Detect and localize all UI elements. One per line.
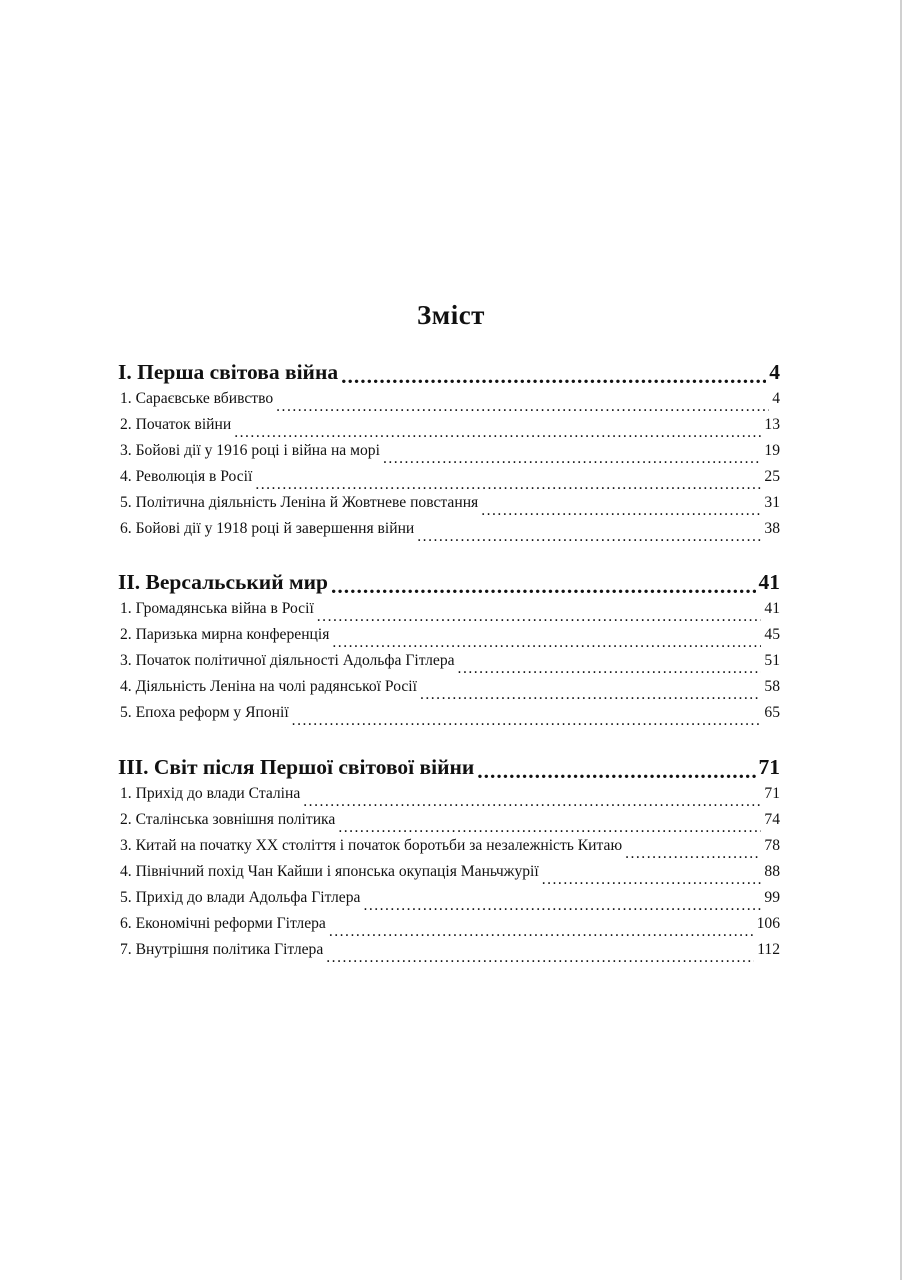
dot-leader — [329, 925, 754, 941]
dot-leader — [338, 821, 761, 837]
toc-item-label: 4. Північний похід Чан Кайши і японська окупація Маньчжурії — [120, 863, 539, 880]
toc-item[interactable] — [118, 468, 780, 494]
section-page-number: 71 — [758, 755, 780, 779]
toc-item-page: 112 — [757, 941, 780, 958]
dot-leader — [303, 795, 761, 811]
toc-item[interactable] — [118, 494, 780, 520]
dot-leader — [477, 767, 755, 785]
dot-leader — [625, 847, 761, 863]
toc-item-label: 1. Прихід до влади Сталіна — [120, 785, 301, 802]
toc-item[interactable] — [118, 941, 780, 967]
toc-item[interactable] — [118, 863, 780, 889]
page-title: Зміст — [417, 300, 485, 330]
toc-item-page: 41 — [764, 600, 780, 617]
section-heading-label: I. Перша світова війна — [118, 360, 339, 384]
toc-item-label: 7. Внутрішня політика Гітлера — [120, 941, 324, 958]
dot-leader — [417, 530, 761, 546]
toc-item-page: 45 — [764, 626, 780, 643]
dot-leader — [292, 714, 762, 730]
dot-leader — [383, 452, 761, 468]
toc-section-3 — [118, 755, 780, 967]
toc-item-page: 31 — [764, 494, 780, 511]
toc-item-page: 13 — [764, 416, 780, 433]
toc-item-label: 3. Початок політичної діяльності Адольфа Гітлера — [120, 652, 455, 669]
toc-item-page: 58 — [764, 678, 780, 695]
toc-item[interactable] — [118, 811, 780, 837]
toc-item-page: 88 — [764, 863, 780, 880]
section-heading-label: II. Версальський мир — [118, 570, 328, 594]
toc-item-label: 5. Політична діяльність Леніна й Жовтневе повстання — [120, 494, 479, 511]
section-page-number: 4 — [769, 360, 780, 384]
dot-leader — [481, 504, 761, 520]
toc-section-heading[interactable] — [118, 755, 780, 785]
toc-item-label: 2. Сталінська зовнішня політика — [120, 811, 336, 828]
toc-item-label: 2. Початок війни — [120, 416, 232, 433]
dot-leader — [326, 951, 754, 967]
toc-item-page: 25 — [764, 468, 780, 485]
toc-item[interactable] — [118, 785, 780, 811]
toc-item[interactable] — [118, 416, 780, 442]
dot-leader — [331, 582, 756, 600]
toc-item-page: 106 — [756, 915, 780, 932]
section-heading-label: III. Світ після Першої світової війни — [118, 755, 475, 779]
toc-item[interactable] — [118, 442, 780, 468]
toc-item-label: 1. Сараєвське вбивство — [120, 390, 274, 407]
toc-item-page: 38 — [764, 520, 780, 537]
toc-item[interactable] — [118, 889, 780, 915]
dot-leader — [255, 478, 761, 494]
toc-item[interactable] — [118, 678, 780, 704]
toc-section-heading[interactable] — [118, 360, 780, 390]
dot-leader — [332, 636, 761, 652]
toc-item[interactable] — [118, 600, 780, 626]
toc-item-label: 4. Діяльність Леніна на чолі радянської Росії — [120, 678, 417, 695]
section-page-number: 41 — [758, 570, 780, 594]
toc-item-label: 3. Китай на початку XX століття і початок боротьби за незалежність Китаю — [120, 837, 623, 854]
toc-item-page: 74 — [764, 811, 780, 828]
toc-item-page: 71 — [764, 785, 780, 802]
toc-item-page: 4 — [772, 390, 780, 407]
toc-item-label: 6. Бойові дії у 1918 році й завершення війни — [120, 520, 415, 537]
toc-section-heading[interactable] — [118, 570, 780, 600]
toc-item-label: 5. Прихід до влади Адольфа Гітлера — [120, 889, 361, 906]
toc-item[interactable] — [118, 626, 780, 652]
toc-item-label: 4. Революція в Росії — [120, 468, 253, 485]
toc-item-label: 2. Паризька мирна конференція — [120, 626, 330, 643]
dot-leader — [363, 899, 761, 915]
toc-item-label: 1. Громадянська війна в Росії — [120, 600, 314, 617]
toc-item[interactable] — [118, 704, 780, 730]
dot-leader — [317, 610, 762, 626]
toc-section-1 — [118, 360, 780, 546]
toc-item-page: 78 — [764, 837, 780, 854]
toc-item-label: 5. Епоха реформ у Японії — [120, 704, 289, 721]
dot-leader — [276, 400, 769, 416]
toc-item[interactable] — [118, 520, 780, 546]
dot-leader — [234, 426, 761, 442]
toc-item-page: 51 — [764, 652, 780, 669]
dot-leader — [341, 372, 766, 390]
toc-item[interactable] — [118, 652, 780, 678]
dot-leader — [458, 662, 762, 678]
dot-leader — [542, 873, 762, 889]
toc-item[interactable] — [118, 915, 780, 941]
dot-leader — [420, 688, 761, 704]
toc-item-page: 19 — [764, 442, 780, 459]
toc-item[interactable] — [118, 390, 780, 416]
toc-item-page: 99 — [764, 889, 780, 906]
toc-item[interactable] — [118, 837, 780, 863]
toc-section-2 — [118, 570, 780, 730]
toc-item-page: 65 — [764, 704, 780, 721]
toc-item-label: 3. Бойові дії у 1916 році і війна на морі — [120, 442, 380, 459]
toc-item-label: 6. Економічні реформи Гітлера — [120, 915, 326, 932]
